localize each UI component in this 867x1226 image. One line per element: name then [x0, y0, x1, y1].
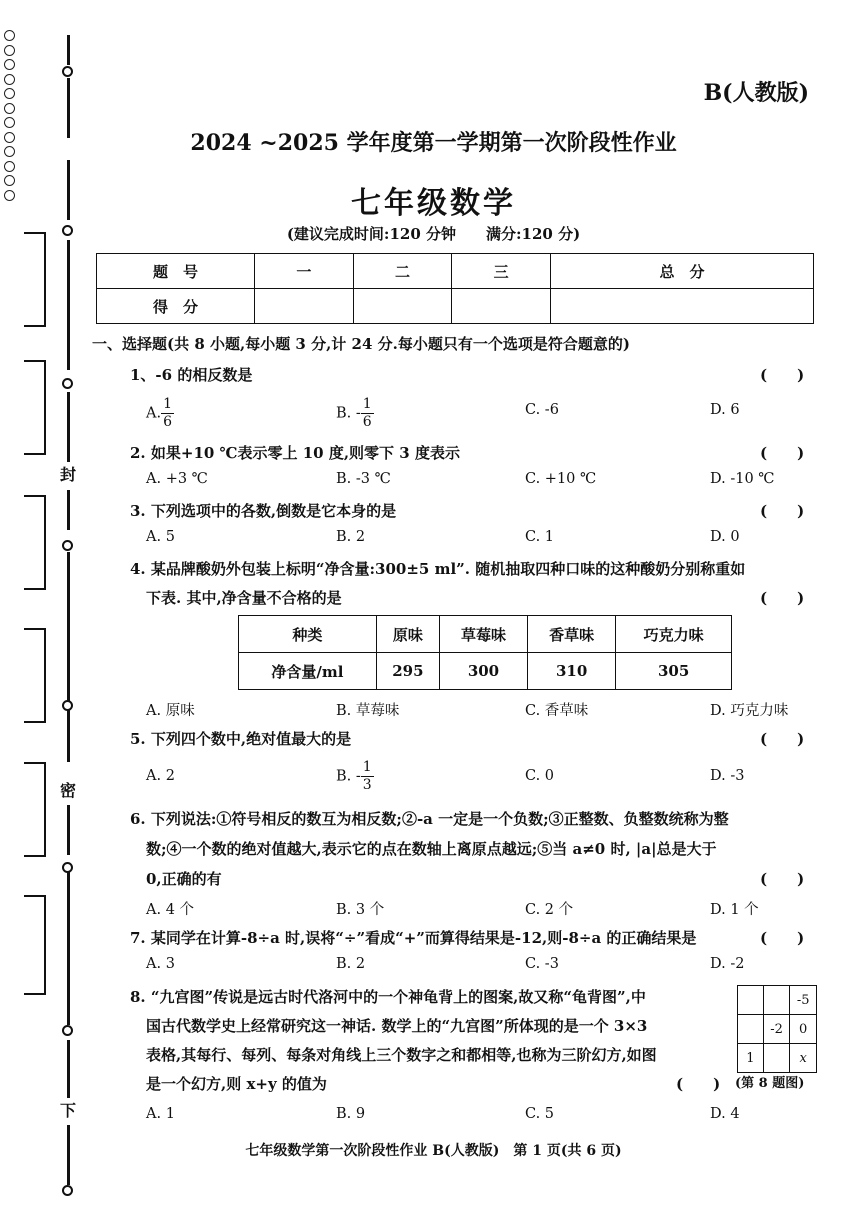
answer-blank-5[interactable]: ( )	[760, 730, 805, 748]
table-cell: 310	[528, 653, 616, 690]
q2-option-d[interactable]: D. -10 ℃	[710, 471, 775, 487]
question-6: 6. 下列说法:①符号相反的数互为相反数;②-a 一定是一个负数;③正整数、负整数统称为整	[130, 810, 729, 828]
table-row	[239, 616, 732, 653]
question-7: 7. 某同学在计算-8÷a 时,误将“÷”看成“+”而算得结果是-12,则-8÷a 的正确结果是	[130, 929, 697, 947]
subject-title: 七年级数学	[351, 186, 516, 221]
question-2: 2. 如果+10 ℃表示零上 10 度,则零下 3 度表示	[130, 444, 460, 462]
q7-option-c[interactable]: C. -3	[525, 956, 559, 972]
score-cell[interactable]	[452, 289, 551, 324]
edition-label: B(人教版)	[703, 80, 809, 106]
q5-option-a[interactable]: A. 2	[146, 768, 175, 784]
table-cell: 300	[439, 653, 527, 690]
q3-option-b[interactable]: B. 2	[336, 529, 366, 545]
binding-label-seal: 封	[60, 462, 76, 485]
q6-option-b[interactable]: B. 3 个	[336, 902, 385, 918]
score-header-cell: 题 号	[97, 254, 255, 289]
q6-option-d[interactable]: D. 1 个	[710, 902, 759, 918]
score-table-header-row	[97, 254, 814, 289]
table-row	[738, 1044, 817, 1073]
q4-option-c[interactable]: C. 香草味	[525, 703, 589, 719]
q5-option-d[interactable]: D. -3	[710, 768, 745, 784]
magic-cell: x	[790, 1044, 817, 1073]
magic-cell	[738, 986, 764, 1015]
magic-cell: -5	[790, 986, 817, 1015]
q4-option-d[interactable]: D. 巧克力味	[710, 703, 789, 719]
q8-option-d[interactable]: D. 4	[710, 1106, 740, 1122]
q6-option-a[interactable]: A. 4 个	[146, 902, 195, 918]
section-heading: 一、选择题(共 8 小题,每小题 3 分,计 24 分.每小题只有一个选项是符合题意的)	[92, 335, 630, 353]
q1-option-d[interactable]: D. 6	[710, 402, 740, 418]
q3-option-a[interactable]: A. 5	[146, 529, 175, 545]
table-header-cell: 巧克力味	[616, 616, 732, 653]
score-header-cell: 总 分	[551, 254, 814, 289]
question-1: 1、-6 的相反数是	[130, 366, 253, 384]
q7-option-a[interactable]: A. 3	[146, 956, 175, 972]
q1-option-b[interactable]: B. - $\frac{1}{6}$	[336, 396, 372, 430]
table-cell: 305	[616, 653, 732, 690]
score-row-label: 得 分	[97, 289, 255, 324]
table-cell: 净含量/ml	[239, 653, 377, 690]
score-table	[96, 253, 814, 324]
question-6-cont2: 0,正确的有	[146, 870, 222, 888]
magic-cell	[763, 986, 790, 1015]
table-header-cell: 草莓味	[439, 616, 527, 653]
table-row	[239, 653, 732, 690]
table-header-cell: 香草味	[528, 616, 616, 653]
page-footer: 七年级数学第一次阶段性作业 B(人教版) 第 1 页(共 6 页)	[245, 1143, 622, 1159]
q8-option-b[interactable]: B. 9	[336, 1106, 366, 1122]
answer-blank-4[interactable]: ( )	[760, 589, 805, 607]
q7-option-d[interactable]: D. -2	[710, 956, 745, 972]
q3-option-c[interactable]: C. 1	[525, 529, 555, 545]
table-row	[738, 1015, 817, 1044]
answer-blank-3[interactable]: ( )	[760, 502, 805, 520]
answer-blank-1[interactable]: ( )	[760, 366, 805, 384]
magic-cell: 0	[790, 1015, 817, 1044]
q4-option-a[interactable]: A. 原味	[146, 703, 195, 719]
q1-option-c[interactable]: C. -6	[525, 402, 559, 418]
question-4-cont: 下表. 其中,净含量不合格的是	[146, 589, 342, 607]
q5-option-c[interactable]: C. 0	[525, 768, 555, 784]
answer-blank-7[interactable]: ( )	[760, 929, 805, 947]
table-row	[738, 986, 817, 1015]
q8-option-a[interactable]: A. 1	[146, 1106, 175, 1122]
q4-option-b[interactable]: B. 草莓味	[336, 703, 400, 719]
answer-blank-6[interactable]: ( )	[760, 870, 805, 888]
question-4: 4. 某品牌酸奶外包装上标明“净含量:300±5 ml”. 随机抽取四种口味的这种酸奶分别称重如	[130, 560, 746, 578]
score-header-cell: 一	[255, 254, 354, 289]
q2-option-b[interactable]: B. -3 ℃	[336, 471, 391, 487]
q1-option-a[interactable]: A. $\frac{1}{6}$	[146, 396, 173, 430]
binding-label-secret: 密	[60, 778, 76, 801]
q8-option-c[interactable]: C. 5	[525, 1106, 555, 1122]
magic-square	[737, 985, 817, 1073]
question-3: 3. 下列选项中的各数,倒数是它本身的是	[130, 502, 397, 520]
magic-cell	[738, 1015, 764, 1044]
score-cell[interactable]	[353, 289, 452, 324]
table-header-cell: 原味	[376, 616, 439, 653]
score-header-cell: 三	[452, 254, 551, 289]
q6-option-c[interactable]: C. 2 个	[525, 902, 574, 918]
question-6-cont: 数;④一个数的绝对值越大,表示它的点在数轴上离原点越远;⑤当 a≠0 时, |a|总是大于	[146, 840, 717, 858]
q3-option-d[interactable]: D. 0	[710, 529, 740, 545]
q5-option-b[interactable]: B. - $\frac{1}{3}$	[336, 759, 372, 793]
exam-title: 2024 ~2025 学年度第一学期第一次阶段性作业	[190, 130, 677, 156]
answer-blank-8[interactable]: ( )	[676, 1075, 721, 1093]
question-8-cont2: 表格,其每行、每列、每条对角线上三个数字之和都相等,也称为三阶幻方,如图	[146, 1046, 657, 1064]
magic-cell: -2	[763, 1015, 790, 1044]
answer-blank-2[interactable]: ( )	[760, 444, 805, 462]
q2-option-c[interactable]: C. +10 ℃	[525, 471, 597, 487]
magic-cell: 1	[738, 1044, 764, 1073]
question-8-cont3: 是一个幻方,则 x+y 的值为	[146, 1075, 327, 1093]
question-8: 8. “九宫图”传说是远古时代洛河中的一个神龟背上的图案,故又称“龟背图”,中	[130, 988, 646, 1006]
exam-subtitle: (建议完成时间:120 分钟 满分:120 分)	[286, 225, 581, 243]
table-cell: 295	[376, 653, 439, 690]
magic-cell	[763, 1044, 790, 1073]
score-table-score-row	[97, 289, 814, 324]
score-cell[interactable]	[551, 289, 814, 324]
score-header-cell: 二	[353, 254, 452, 289]
score-cell[interactable]	[255, 289, 354, 324]
q2-option-a[interactable]: A. +3 ℃	[146, 471, 208, 487]
question-8-cont: 国古代数学史上经常研究这一神话. 数学上的“九宫图”所体现的是一个 3×3	[146, 1017, 648, 1035]
table-header-cell: 种类	[239, 616, 377, 653]
yogurt-table	[238, 615, 732, 690]
figure-caption: (第 8 题图)	[735, 1076, 805, 1091]
binding-label-below: 下	[60, 1098, 76, 1121]
q7-option-b[interactable]: B. 2	[336, 956, 366, 972]
question-5: 5. 下列四个数中,绝对值最大的是	[130, 730, 352, 748]
